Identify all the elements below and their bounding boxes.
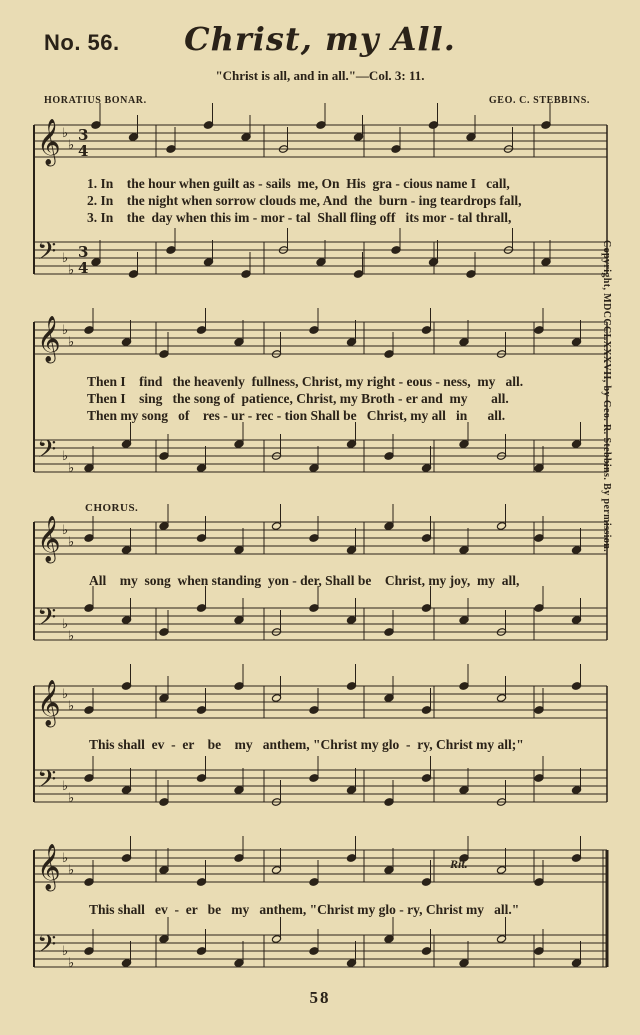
ritardando-mark: Rit.: [450, 857, 468, 871]
flat-icon: ♭: [68, 629, 75, 644]
author-credit: HORATIUS BONAR.: [44, 95, 147, 106]
time-signature: 4: [78, 142, 89, 160]
flat-icon: ♭: [62, 523, 69, 538]
time-signature: 3: [78, 243, 89, 261]
flat-icon: ♭: [68, 535, 75, 550]
hymn-title: Christ, my All.: [184, 20, 456, 58]
flat-icon: ♭: [62, 687, 69, 702]
flat-icon: ♭: [68, 956, 75, 971]
treble-clef-icon: 𝄞: [37, 516, 61, 562]
scripture-reference: "Christ is all, and in all."—Col. 3: 11.: [215, 68, 425, 83]
flat-icon: ♭: [62, 779, 69, 794]
flat-icon: ♭: [62, 851, 69, 866]
flat-icon: ♭: [62, 251, 69, 266]
bass-clef-icon: 𝄢: [37, 435, 57, 470]
composer-credit: GEO. C. STEBBINS.: [488, 95, 590, 106]
flat-icon: ♭: [62, 617, 69, 632]
flat-icon: ♭: [68, 863, 75, 878]
flat-icon: ♭: [68, 335, 75, 350]
chorus-lyric-line: All my song when standing yon - der, Shall be Christ, my joy, my all,: [89, 573, 520, 588]
time-signature: 4: [78, 259, 89, 277]
chorus-label: CHORUS.: [85, 502, 139, 514]
flat-icon: ♭: [68, 461, 75, 476]
chorus-lyric-line: This shall ev - er be my anthem, "Christ my glo - ry, Christ my all;": [89, 737, 524, 752]
flat-icon: ♭: [68, 138, 75, 153]
treble-clef-icon: 𝄞: [37, 844, 61, 890]
lyric-line: 1. In the hour when guilt as - sails me, On His gra - cious name I call,: [87, 176, 510, 191]
flat-icon: ♭: [62, 126, 69, 141]
flat-icon: ♭: [62, 449, 69, 464]
bass-clef-icon: 𝄢: [37, 237, 57, 272]
lyric-line: Then my song of res - ur - rec - tion Shall be Christ, my all in all.: [87, 408, 506, 423]
hymn-number: No. 56.: [44, 30, 120, 55]
flat-icon: ♭: [68, 791, 75, 806]
treble-clef-icon: 𝄞: [37, 680, 61, 726]
flat-icon: ♭: [68, 699, 75, 714]
flat-icon: ♭: [62, 323, 69, 338]
bass-clef-icon: 𝄢: [37, 603, 57, 638]
lyric-line: 3. In the day when this im - mor - tal Shall fling off its mor - tal thrall,: [87, 210, 512, 225]
flat-icon: ♭: [62, 944, 69, 959]
lyric-line: Then I find the heavenly fullness, Christ, my right - eous - ness, my all.: [87, 374, 524, 389]
flat-icon: ♭: [68, 263, 75, 278]
page-number: 58: [309, 988, 331, 1007]
treble-clef-icon: 𝄞: [37, 316, 61, 362]
lyric-line: Then I sing the song of patience, Christ, my Broth - er and my all.: [87, 391, 509, 406]
bass-clef-icon: 𝄢: [37, 765, 57, 800]
chorus-lyric-line: This shall ev - er be my anthem, "Christ my glo - ry, Christ my all.": [89, 902, 520, 917]
lyric-line: 2. In the night when sorrow clouds me, And the burn - ing teardrops fall,: [87, 193, 522, 208]
copyright-notice: Copyright, MDCCCLXXXVII, by Geo. R. Stebbins. By permission.: [601, 240, 612, 553]
bass-clef-icon: 𝄢: [37, 930, 57, 965]
treble-clef-icon: 𝄞: [37, 119, 61, 165]
time-signature: 3: [78, 126, 89, 144]
